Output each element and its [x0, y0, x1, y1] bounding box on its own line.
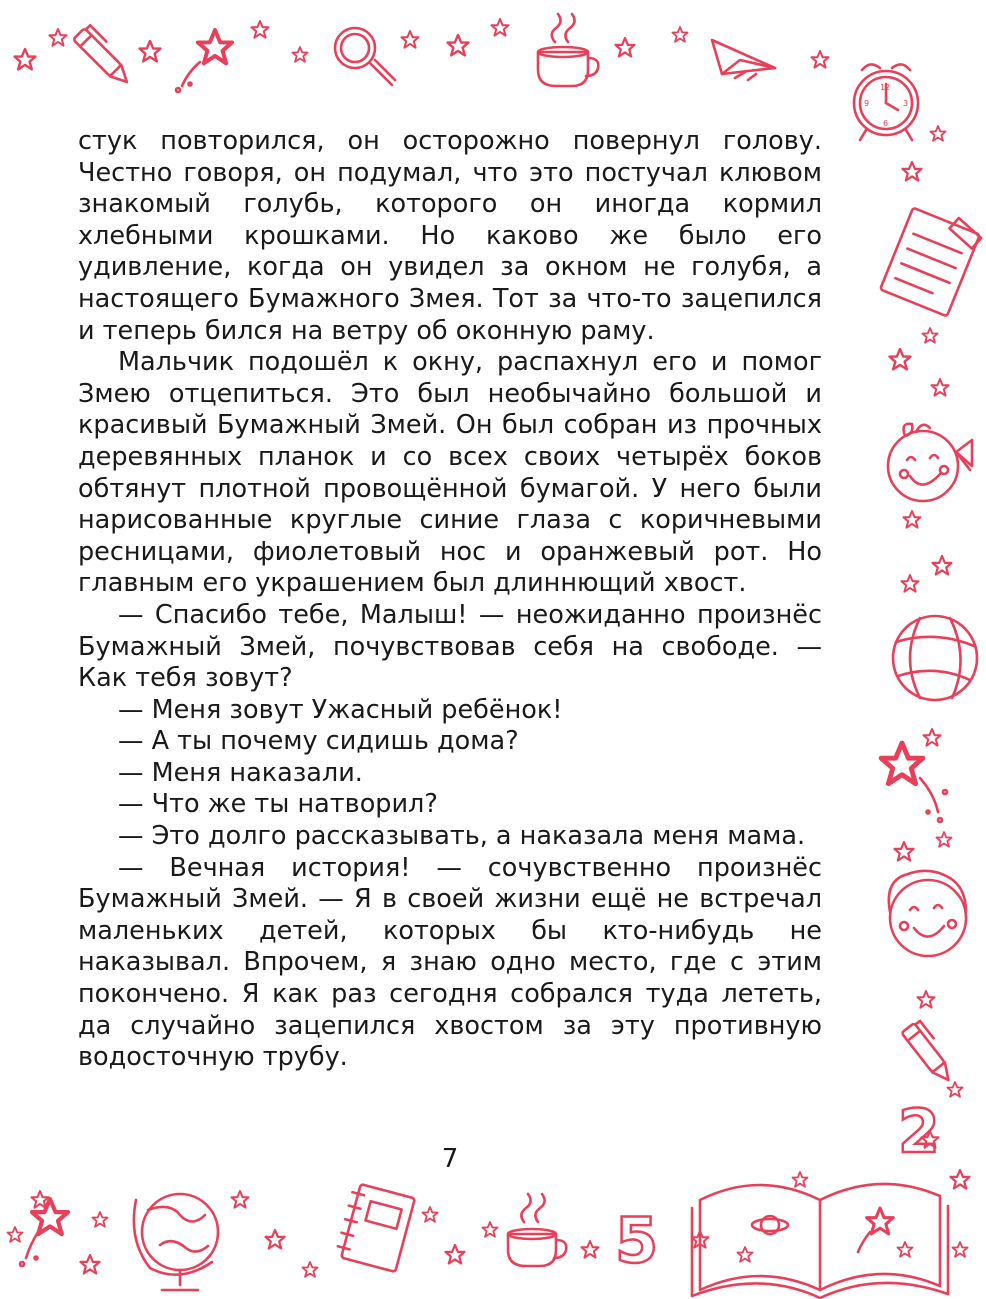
magnifier-icon [335, 28, 395, 85]
clock-digit: 6 [883, 119, 889, 128]
paragraph: — Меня наказали. [118, 757, 363, 788]
number-two-icon: 2 [898, 1097, 940, 1167]
shooting-star-icon [176, 30, 232, 92]
paragraph: стук повторился, он осторожно повернул голову. Честно говоря, он подумал, что это постучал клювом знакомый голубь, которого он иногда кормил хлебными крошками. Но каково же было его удивление, когда он увидел за окном не голубя, а настоящего Бумажного Змея. Тот за что-то зацепился и теперь бился на ветру об оконную раму. [78, 126, 822, 346]
coffee-cup-icon [538, 14, 598, 86]
notebook-icon [335, 1182, 415, 1271]
paragraph: — Меня зовут Ужасный ребёнок! [118, 694, 563, 725]
pen-icon [901, 1019, 959, 1085]
paragraph: — Вечная история! — сочувственно произнёс Бумажный Змей. — Я в своей жизни ещё не встречал маленьких детей, которых бы кто-нибудь не наказывал. Впрочем, я знаю одно место, где с этим покончено. Я как раз сегодня собрался туда лететь, да случайно зацепился хвостом за эту противную водосточную трубу. [78, 852, 822, 1073]
shooting-star-icon [881, 743, 947, 822]
note-paper-icon [880, 201, 985, 318]
clock-digit: 3 [903, 99, 909, 108]
paragraph: — А ты почему сидишь дома? [118, 726, 519, 757]
coffee-cup-icon [508, 1194, 566, 1266]
clock-digit: 9 [864, 99, 870, 108]
boy-face-icon [889, 871, 966, 956]
girl-face-icon [888, 424, 972, 501]
paragraph: — Спасибо тебе, Малыш! — неожиданно произнёс Бумажный Змей, почувствовав себя на свободе. — Как тебя зовут? [78, 599, 822, 694]
alarm-clock-icon [854, 64, 918, 140]
globe-icon [134, 1194, 218, 1290]
clock-digit: 12 [880, 83, 891, 92]
pen-icon [73, 24, 137, 88]
open-book-icon [692, 1172, 948, 1298]
number-five-icon: 5 [615, 1204, 659, 1277]
paper-plane-icon [712, 40, 775, 80]
shooting-star-icon [20, 1199, 68, 1266]
ball-icon [893, 616, 977, 700]
page-number: 7 [441, 1144, 459, 1174]
story-text [78, 126, 822, 1074]
paragraph: — Что же ты натворил? [118, 789, 438, 820]
paragraph: Мальчик подошёл к окну, распахнул его и помог Змею отцепиться. Это был необычайно большой и красивый Бумажный Змей. Он был собран из прочных деревянных планок и со всех своих четырёх боков обтянут плотной провощённой бумагой. У него были нарисованные круглые синие глаза с коричневыми ресницами, фиолетовый нос и оранжевый рот. Но главным его украшением был длиннющий хвост. [78, 347, 822, 599]
paragraph: — Это долго рассказывать, а наказала меня мама. [118, 821, 806, 852]
